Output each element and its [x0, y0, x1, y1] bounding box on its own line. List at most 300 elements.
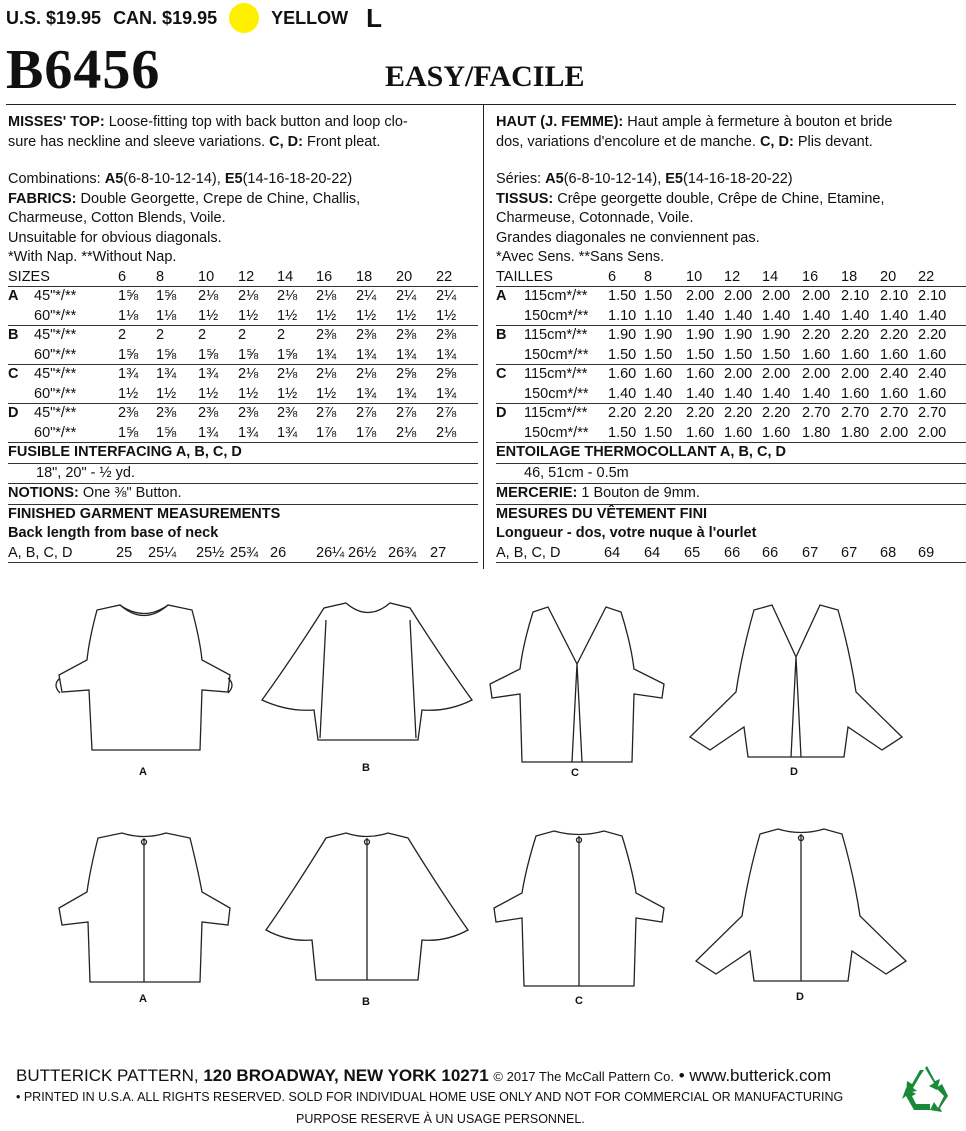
back-length-title-fr: Longueur - dos, votre nuque à l'ourlet	[496, 525, 757, 541]
yardage-value: 1⅝	[118, 346, 139, 363]
measures-label: A, B, C, D	[496, 544, 561, 561]
yardage-value: 2	[198, 327, 207, 343]
yardage-value: 1½	[198, 307, 219, 324]
back-label-c: C	[575, 995, 583, 1007]
yardage-value: 1.50	[608, 288, 637, 304]
desc-line2: sure has neckline and sleeve variations.	[8, 133, 266, 150]
yardage-value: 1.50	[608, 346, 637, 363]
yardage-value: 2	[118, 327, 127, 343]
fabrics-line1-fr: Crêpe georgette double, Crêpe de Chine, Etamine,	[557, 190, 885, 207]
yardage-value: 1⅛	[156, 307, 177, 324]
yardage-value: 1½	[238, 307, 259, 324]
size-column-header: 20	[396, 268, 413, 285]
notions-value-fr: 1 Bouton de 9mm.	[581, 485, 700, 501]
yardage-value: 1.90	[724, 327, 753, 343]
size-column-header: 20	[880, 268, 897, 285]
yardage-value: 2⅞	[356, 405, 377, 421]
front-label-d: D	[790, 766, 798, 778]
fabric-width: 150cm*/**	[524, 385, 589, 402]
nap-note-fr: *Avec Sens. **Sans Sens.	[496, 249, 665, 265]
yardage-value: 1¾	[436, 385, 457, 402]
yardage-value: 1.60	[841, 346, 870, 363]
yardage-value: 2⅜	[316, 327, 337, 343]
yardage-value: 1¾	[356, 385, 377, 402]
measure-value: 25¾	[230, 544, 259, 561]
yardage-row	[496, 307, 966, 327]
yardage-value: 1.60	[686, 424, 715, 441]
yardage-value: 1⅞	[316, 424, 337, 441]
measure-value: 64	[604, 544, 621, 561]
yardage-value: 1½	[277, 307, 298, 324]
yardage-value: 2⅜	[277, 405, 298, 421]
fabric-width: 115cm*/**	[524, 327, 588, 343]
yardage-value: 2	[238, 327, 247, 343]
sizes-label: TAILLES	[496, 268, 553, 285]
yardage-value: 1⅝	[156, 424, 177, 441]
price-us: U.S. $19.95	[6, 7, 102, 28]
view-letter: C	[8, 366, 19, 382]
measure-value: 25½	[196, 544, 225, 561]
yardage-row	[8, 307, 478, 327]
difficulty-label: EASY/FACILE	[385, 60, 585, 93]
french-column	[496, 113, 966, 563]
back-view-d-illustration	[690, 826, 912, 986]
combo-e5-fr: E5	[665, 171, 684, 187]
size-column-header: 16	[316, 268, 333, 285]
yardage-value: 2.00	[724, 366, 753, 382]
yardage-value: 1.60	[686, 366, 715, 382]
size-column-header: 6	[118, 268, 127, 285]
yardage-value: 2.00	[880, 424, 909, 441]
back-length-title: Back length from base of neck	[8, 525, 219, 541]
yardage-value: 2⅜	[198, 405, 219, 421]
view-letter: C	[496, 366, 507, 382]
yardage-table-fr	[496, 287, 966, 443]
yardage-value: 1.40	[918, 307, 947, 324]
yardage-row	[496, 385, 966, 405]
desc-line1-fr: Haut ample à fermeture à bouton et bride	[627, 114, 893, 130]
fabrics-title-fr: TISSUS:	[496, 190, 554, 207]
yardage-value: 1.90	[608, 327, 637, 343]
fabric-width: 45"*/**	[34, 288, 77, 304]
size-column-header: 16	[802, 268, 819, 285]
yardage-value: 1.60	[880, 385, 909, 402]
yardage-value: 1.50	[608, 424, 637, 441]
footer-company: BUTTERICK PATTERN,	[16, 1066, 199, 1085]
yardage-value: 2.40	[880, 366, 909, 382]
yardage-value: 2⅝	[436, 366, 457, 382]
measure-value: 66	[724, 544, 741, 561]
measure-value: 25¼	[148, 544, 177, 561]
combos-label: Combinations:	[8, 171, 101, 187]
yardage-value: 2⅛	[198, 288, 219, 304]
fabric-width: 60"*/**	[34, 424, 77, 441]
desc-line2-fr: dos, variations d'encolure et de manche.	[496, 133, 756, 150]
top-divider	[6, 104, 956, 105]
footer-address	[16, 1066, 831, 1086]
front-label-c: C	[571, 767, 579, 779]
yardage-value: 2⅝	[396, 366, 417, 382]
yardage-value: 2.20	[841, 327, 870, 343]
yardage-value: 1.40	[802, 307, 831, 324]
measure-value: 26½	[348, 544, 377, 561]
fabric-width: 60"*/**	[34, 346, 77, 363]
yardage-value: 1¾	[238, 424, 259, 441]
yardage-value: 1¾	[356, 346, 377, 363]
yardage-row	[8, 287, 478, 307]
size-column-header: 10	[686, 268, 703, 285]
yardage-value: 1⅝	[118, 288, 139, 304]
price-bar	[6, 4, 382, 32]
yardage-value: 2⅜	[396, 327, 417, 343]
yardage-value: 2⅜	[238, 405, 259, 421]
yardage-value: 1½	[436, 307, 457, 324]
yardage-value: 1⅝	[156, 346, 177, 363]
yardage-value: 2.00	[724, 288, 753, 304]
yardage-value: 2.10	[880, 288, 909, 304]
column-divider	[483, 105, 484, 569]
footer-website-link[interactable]: • www.butterick.com	[678, 1066, 832, 1085]
measure-value: 64	[644, 544, 661, 561]
measures-row-fr	[496, 544, 966, 564]
desc-title-fr: HAUT (J. FEMME):	[496, 114, 624, 130]
view-letter: B	[496, 327, 507, 343]
yardage-value: 1.40	[724, 385, 753, 402]
combo-a5: A5	[104, 171, 124, 187]
back-view-b-illustration	[262, 830, 472, 992]
yardage-value: 1⅝	[277, 346, 298, 363]
size-column-header: 22	[918, 268, 935, 285]
yardage-value: 1⅝	[238, 346, 259, 363]
yardage-row	[496, 346, 966, 366]
sizes-header-row	[8, 268, 478, 288]
interfacing-value-fr: 46, 51cm - 0.5m	[496, 464, 966, 485]
notions-title: NOTIONS:	[8, 485, 79, 501]
back-label-b: B	[362, 996, 370, 1008]
yardage-table	[8, 287, 478, 443]
fabric-width: 115cm*/**	[524, 405, 588, 421]
yardage-value: 1⅞	[356, 424, 377, 441]
yardage-value: 2.20	[880, 327, 909, 343]
yardage-value: 2⅛	[396, 424, 417, 441]
yardage-row	[8, 346, 478, 366]
yardage-value: 2⅜	[156, 405, 177, 421]
yardage-value: 1.50	[644, 288, 673, 304]
yardage-row	[8, 365, 478, 385]
yardage-value: 1¾	[198, 424, 219, 441]
yardage-value: 1½	[396, 307, 417, 324]
price-can: CAN. $19.95	[113, 7, 218, 28]
yardage-value: 1.40	[802, 385, 831, 402]
size-column-header: 14	[277, 268, 294, 285]
yardage-value: 1.60	[724, 424, 753, 441]
yardage-row	[8, 424, 478, 444]
yardage-value: 1.40	[880, 307, 909, 324]
recycle-icon	[900, 1066, 950, 1114]
measure-value: 66	[762, 544, 779, 561]
fabric-width: 150cm*/**	[524, 424, 589, 441]
yardage-value: 1.60	[841, 385, 870, 402]
measure-value: 26	[270, 544, 287, 561]
yardage-value: 1.10	[608, 307, 637, 324]
footer-copyright: © 2017 The McCall Pattern Co.	[493, 1069, 675, 1084]
yardage-value: 1.60	[918, 385, 947, 402]
fabric-width: 60"*/**	[34, 307, 77, 324]
size-column-header: 10	[198, 268, 215, 285]
footer-rights-fr: PURPOSE RESERVE À UN USAGE PERSONNEL.	[296, 1112, 585, 1126]
measure-value: 27	[430, 544, 447, 561]
size-column-header: 22	[436, 268, 453, 285]
interfacing-title-fr: ENTOILAGE THERMOCOLLANT A, B, C, D	[496, 444, 786, 460]
front-view-b-illustration	[258, 600, 476, 760]
yardage-value: 2⅛	[316, 288, 337, 304]
yardage-value: 2⅞	[436, 405, 457, 421]
yardage-value: 1¾	[156, 366, 177, 382]
finished-title: FINISHED GARMENT MEASUREMENTS	[8, 505, 281, 522]
combo-e5-sizes-fr: (14-16-18-20-22)	[683, 171, 793, 187]
sizes-label: SIZES	[8, 268, 50, 285]
yardage-value: 2.20	[802, 327, 831, 343]
yardage-value: 1.10	[644, 307, 673, 324]
sizes-header-row-fr	[496, 268, 966, 288]
size-column-header: 6	[608, 268, 617, 285]
footer-street: 120 BROADWAY, NEW YORK 10271	[203, 1066, 489, 1085]
desc-line1: Loose-fitting top with back button and loop clo-	[108, 114, 408, 130]
yardage-value: 2.20	[686, 405, 715, 421]
yardage-value: 1¾	[396, 385, 417, 402]
interfacing-title: FUSIBLE INTERFACING A, B, C, D	[8, 444, 242, 460]
yardage-row	[496, 424, 966, 444]
yardage-value: 2⅛	[277, 288, 298, 304]
unsuitable-note-fr: Grandes diagonales ne conviennent pas.	[496, 229, 760, 246]
interfacing-value: 18", 20" - ½ yd.	[8, 464, 478, 485]
measure-value: 68	[880, 544, 897, 561]
desc-tail: Front pleat.	[307, 133, 381, 150]
yardage-value: 2.20	[644, 405, 673, 421]
size-column-header: 8	[156, 268, 165, 285]
yardage-row	[8, 326, 478, 346]
yardage-value: 1.50	[644, 346, 673, 363]
fabric-width: 45"*/**	[34, 327, 77, 343]
yardage-value: 1.50	[762, 346, 791, 363]
yardage-value: 2.20	[918, 327, 947, 343]
fabrics-line2-fr: Charmeuse, Cotonnade, Voile.	[496, 210, 694, 226]
yardage-value: 2.20	[608, 405, 637, 421]
finished-title-fr: MESURES DU VÊTEMENT FINI	[496, 505, 708, 522]
yardage-value: 1¾	[436, 346, 457, 363]
english-column	[8, 113, 478, 563]
front-view-a-illustration	[52, 600, 237, 760]
size-column-header: 18	[841, 268, 858, 285]
yardage-value: 1.90	[644, 327, 673, 343]
yardage-value: 1.40	[686, 307, 715, 324]
yardage-value: 1¾	[118, 366, 139, 382]
measure-value: 26¼	[316, 544, 345, 561]
yardage-value: 2⅛	[277, 366, 298, 382]
yardage-value: 1½	[356, 307, 377, 324]
measures-label: A, B, C, D	[8, 544, 73, 561]
yardage-value: 2.00	[686, 288, 715, 304]
desc-title: MISSES' TOP:	[8, 114, 105, 130]
size-column-header: 12	[238, 268, 255, 285]
combos-label-fr: Séries:	[496, 171, 542, 187]
measure-value: 25	[116, 544, 133, 561]
front-label-b: B	[362, 762, 370, 774]
front-view-c-illustration	[486, 604, 668, 764]
yardage-value: 1½	[238, 385, 259, 402]
yardage-value: 2.70	[841, 405, 870, 421]
yardage-value: 1.90	[686, 327, 715, 343]
back-view-a-illustration	[52, 830, 237, 988]
unsuitable-note: Unsuitable for obvious diagonals.	[8, 229, 222, 246]
fabrics-line2: Charmeuse, Cotton Blends, Voile.	[8, 210, 226, 226]
color-label: YELLOW	[271, 7, 349, 28]
yardage-value: 1½	[198, 385, 219, 402]
yardage-value: 1.50	[724, 346, 753, 363]
yardage-value: 2.00	[802, 366, 831, 382]
fabrics-title: FABRICS:	[8, 190, 77, 207]
yardage-value: 1½	[316, 385, 337, 402]
yardage-value: 2⅛	[316, 366, 337, 382]
yellow-dot-icon	[229, 3, 259, 33]
yardage-value: 2⅞	[316, 405, 337, 421]
yardage-value: 2⅛	[238, 366, 259, 382]
back-view-c-illustration	[490, 828, 668, 990]
yardage-value: 2¼	[356, 288, 377, 304]
fabric-width: 115cm*/**	[524, 366, 588, 382]
yardage-value: 1½	[156, 385, 177, 402]
measure-value: 26¾	[388, 544, 417, 561]
size-column-header: 18	[356, 268, 373, 285]
size-letter: L	[366, 2, 383, 33]
yardage-value: 1.40	[686, 385, 715, 402]
yardage-row	[496, 326, 966, 346]
yardage-value: 1.40	[724, 307, 753, 324]
yardage-value: 2.00	[762, 288, 791, 304]
yardage-value: 1.60	[880, 346, 909, 363]
yardage-value: 1.40	[841, 307, 870, 324]
desc-cd: C, D:	[269, 133, 303, 150]
yardage-value: 1¾	[396, 346, 417, 363]
view-letter: A	[8, 288, 19, 304]
footer-rights: • PRINTED IN U.S.A. ALL RIGHTS RESERVED. SOLD FOR INDIVIDUAL HOME USE ONLY AND NOT FOR COMMERCIAL OR MANUFACTURING	[16, 1090, 844, 1104]
yardage-value: 1.60	[608, 366, 637, 382]
yardage-value: 2.70	[918, 405, 947, 421]
fabric-width: 45"*/**	[34, 366, 77, 382]
yardage-row	[496, 287, 966, 307]
measure-value: 67	[802, 544, 819, 561]
yardage-value: 2¼	[396, 288, 417, 304]
yardage-value: 2⅜	[118, 405, 139, 421]
yardage-value: 2.20	[762, 405, 791, 421]
back-label-a: A	[139, 993, 147, 1005]
front-label-a: A	[139, 766, 147, 778]
yardage-value: 2	[156, 327, 165, 343]
yardage-value: 1⅛	[118, 307, 139, 324]
yardage-value: 2⅛	[436, 424, 457, 441]
measure-value: 65	[684, 544, 701, 561]
yardage-row	[496, 365, 966, 385]
front-view-d-illustration	[684, 602, 908, 762]
yardage-value: 2⅛	[238, 288, 259, 304]
yardage-value: 2.10	[841, 288, 870, 304]
combo-e5-sizes: (14-16-18-20-22)	[242, 171, 353, 187]
yardage-value: 1.40	[762, 385, 791, 402]
nap-note: *With Nap. **Without Nap.	[8, 249, 177, 265]
size-column-header: 8	[644, 268, 653, 285]
yardage-value: 1⅝	[156, 288, 177, 304]
yardage-value: 1½	[118, 385, 139, 402]
fabric-width: 150cm*/**	[524, 307, 589, 324]
yardage-value: 1¾	[198, 366, 219, 382]
yardage-value: 1.50	[644, 424, 673, 441]
yardage-value: 1.60	[918, 346, 947, 363]
view-letter: A	[496, 288, 507, 304]
yardage-value: 1.80	[802, 424, 831, 441]
view-letter: B	[8, 327, 19, 343]
yardage-value: 1.60	[644, 366, 673, 382]
desc-tail-fr: Plis devant.	[797, 133, 873, 150]
fabric-width: 45"*/**	[34, 405, 77, 421]
notions-title-fr: MERCERIE:	[496, 485, 578, 501]
measure-value: 69	[918, 544, 935, 561]
yardage-value: 2.00	[762, 366, 791, 382]
yardage-value: 2.40	[918, 366, 947, 382]
back-label-d: D	[796, 991, 804, 1003]
yardage-value: 1⅝	[118, 424, 139, 441]
yardage-value: 2.00	[918, 424, 947, 441]
view-letter: D	[496, 405, 507, 421]
yardage-value: 1.40	[608, 385, 637, 402]
combo-a5-fr: A5	[545, 171, 564, 187]
yardage-value: 2⅛	[356, 366, 377, 382]
size-column-header: 14	[762, 268, 779, 285]
fabrics-line1: Double Georgette, Crepe de Chine, Challis,	[80, 190, 361, 207]
pattern-number: B6456	[6, 39, 161, 101]
yardage-row	[8, 385, 478, 405]
desc-cd-fr: C, D:	[759, 133, 794, 150]
yardage-value: 2¼	[436, 288, 457, 304]
combo-a5-sizes-fr: (6-8-10-12-14),	[563, 171, 662, 187]
yardage-value: 1.60	[802, 346, 831, 363]
yardage-value: 1.60	[762, 424, 791, 441]
yardage-value: 2.00	[802, 288, 831, 304]
fabric-width: 150cm*/**	[524, 346, 589, 363]
yardage-value: 2.10	[918, 288, 947, 304]
measures-row	[8, 544, 478, 564]
yardage-value: 2.70	[880, 405, 909, 421]
yardage-value: 1¾	[316, 346, 337, 363]
yardage-value: 1.90	[762, 327, 791, 343]
yardage-value: 2.70	[802, 405, 831, 421]
yardage-row	[496, 404, 966, 424]
combo-e5: E5	[224, 171, 243, 187]
fabric-width: 115cm*/**	[524, 288, 588, 304]
combo-a5-sizes: (6-8-10-12-14),	[123, 171, 221, 187]
view-letter: D	[8, 405, 19, 421]
fabric-width: 60"*/**	[34, 385, 77, 402]
yardage-value: 2.00	[841, 366, 870, 382]
yardage-value: 2	[277, 327, 286, 343]
size-column-header: 12	[724, 268, 741, 285]
yardage-value: 1.40	[762, 307, 791, 324]
yardage-value: 2⅜	[356, 327, 377, 343]
yardage-value: 1½	[277, 385, 298, 402]
yardage-value: 1¾	[277, 424, 298, 441]
notions-value: One ⅜" Button.	[82, 485, 182, 501]
yardage-value: 1.50	[686, 346, 715, 363]
yardage-value: 1½	[316, 307, 337, 324]
